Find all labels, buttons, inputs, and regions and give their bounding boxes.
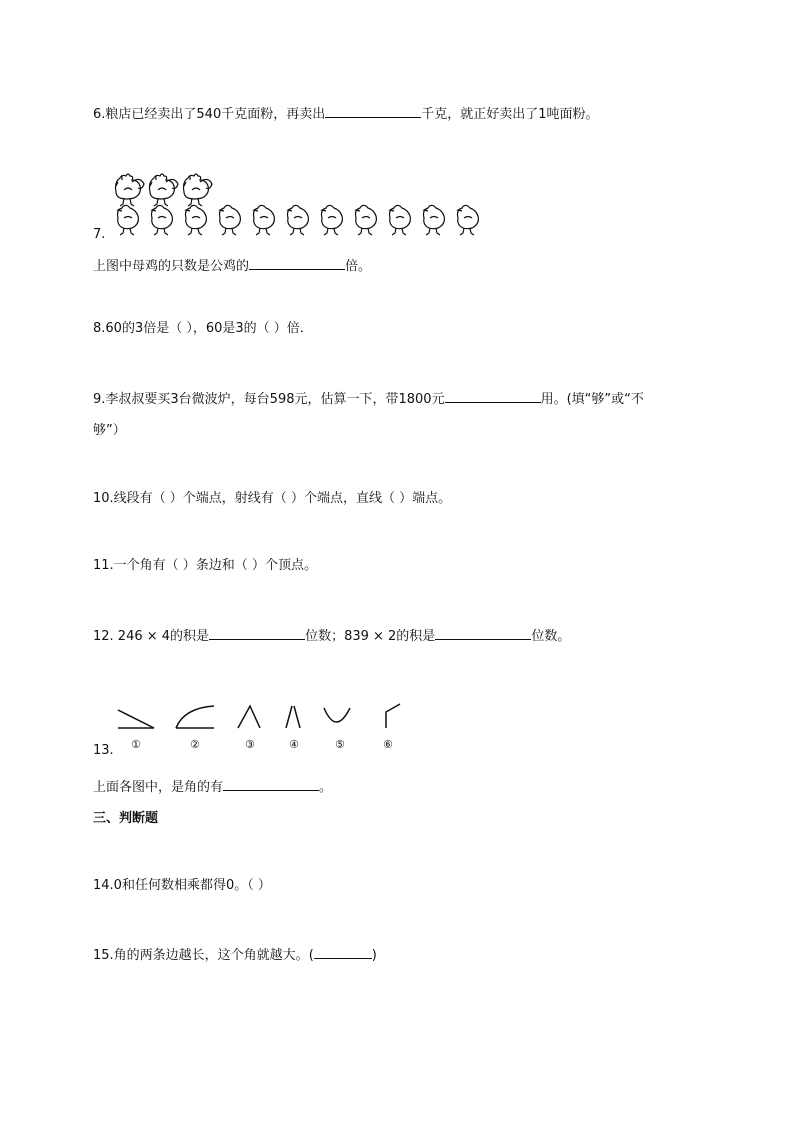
answer-blank[interactable] <box>435 625 531 640</box>
question-13 <box>93 776 332 797</box>
question-10: 10.线段有（ ）个端点，射线有（ ）个端点，直线（ ）端点。 <box>93 491 452 506</box>
question-7-number: 7. <box>93 227 106 242</box>
hen-icon <box>356 205 377 235</box>
section-heading: 三、判断题 <box>93 811 159 826</box>
question-14: 14.0和任何数相乘都得0。（ ） <box>93 878 271 893</box>
answer-blank[interactable] <box>314 944 372 959</box>
question-7 <box>93 255 371 276</box>
chicken-figure <box>108 168 508 240</box>
shape-label-2: ② <box>190 738 200 751</box>
shape-label-1: ① <box>131 738 141 751</box>
paren-close: ) <box>371 948 377 963</box>
hen-icon <box>152 205 173 235</box>
hen-icon <box>118 205 139 235</box>
answer-blank[interactable] <box>209 625 305 640</box>
question-7-text-after: 倍。 <box>345 259 372 274</box>
question-11: 11.一个角有（ ）条边和（ ）个顶点。 <box>93 558 317 573</box>
shape-label-6: ⑥ <box>383 738 393 751</box>
hen-icon <box>390 205 411 235</box>
rooster-icon <box>150 174 179 206</box>
rooster-icon <box>116 174 145 206</box>
question-9-text-before: 9.李叔叔要买3台微波炉，每台598元，估算一下，带1800元 <box>93 392 445 407</box>
shape-5 <box>324 708 350 722</box>
question-9 <box>93 388 644 409</box>
question-7-text-before: 上图中母鸡的只数是公鸡的 <box>93 259 250 274</box>
question-15 <box>93 944 377 965</box>
question-9-line2: 够”） <box>93 423 126 438</box>
rooster-icon <box>184 174 213 206</box>
answer-blank[interactable] <box>223 776 319 791</box>
hen-icon <box>186 205 207 235</box>
shape-4 <box>286 706 300 728</box>
shape-1 <box>118 710 154 728</box>
hen-icon <box>288 205 309 235</box>
answer-blank[interactable] <box>445 388 541 403</box>
shape-label-3: ③ <box>245 738 255 751</box>
question-15-text: 15.角的两条边越长，这个角就越大。 <box>93 948 309 963</box>
hen-icon <box>322 205 343 235</box>
question-12-part1: 12. 246 × 4的积是 <box>93 629 210 644</box>
paren-open: ( <box>308 948 314 963</box>
hen-icon <box>220 205 241 235</box>
question-6-text-after: 千克，就正好卖出了1吨面粉。 <box>421 107 599 122</box>
answer-blank[interactable] <box>249 255 345 270</box>
question-12-part3: 位数。 <box>531 629 571 644</box>
question-8: 8.60的3倍是（ ），60是3的（ ）倍． <box>93 321 313 336</box>
shape-label-5: ⑤ <box>335 738 345 751</box>
shape-label-4: ④ <box>289 738 299 751</box>
question-13-number: 13. <box>93 743 114 758</box>
hen-icon <box>254 205 275 235</box>
question-13-text-after: 。 <box>319 780 333 795</box>
shape-3 <box>238 706 260 728</box>
question-6-text-before: 6.粮店已经卖出了540千克面粉，再卖出 <box>93 107 326 122</box>
question-12 <box>93 625 570 646</box>
angle-shapes-figure <box>110 700 420 754</box>
hen-icon <box>424 205 445 235</box>
question-9-text-after: 用。(填“够”或“不 <box>540 392 644 407</box>
shape-6 <box>386 704 400 728</box>
question-13-text-before: 上面各图中，是角的有 <box>93 780 224 795</box>
answer-blank[interactable] <box>325 103 421 118</box>
question-6 <box>93 103 599 124</box>
question-12-part2: 位数；839 × 2的积是 <box>305 629 436 644</box>
hen-icon <box>458 205 479 235</box>
shape-2 <box>176 706 214 728</box>
